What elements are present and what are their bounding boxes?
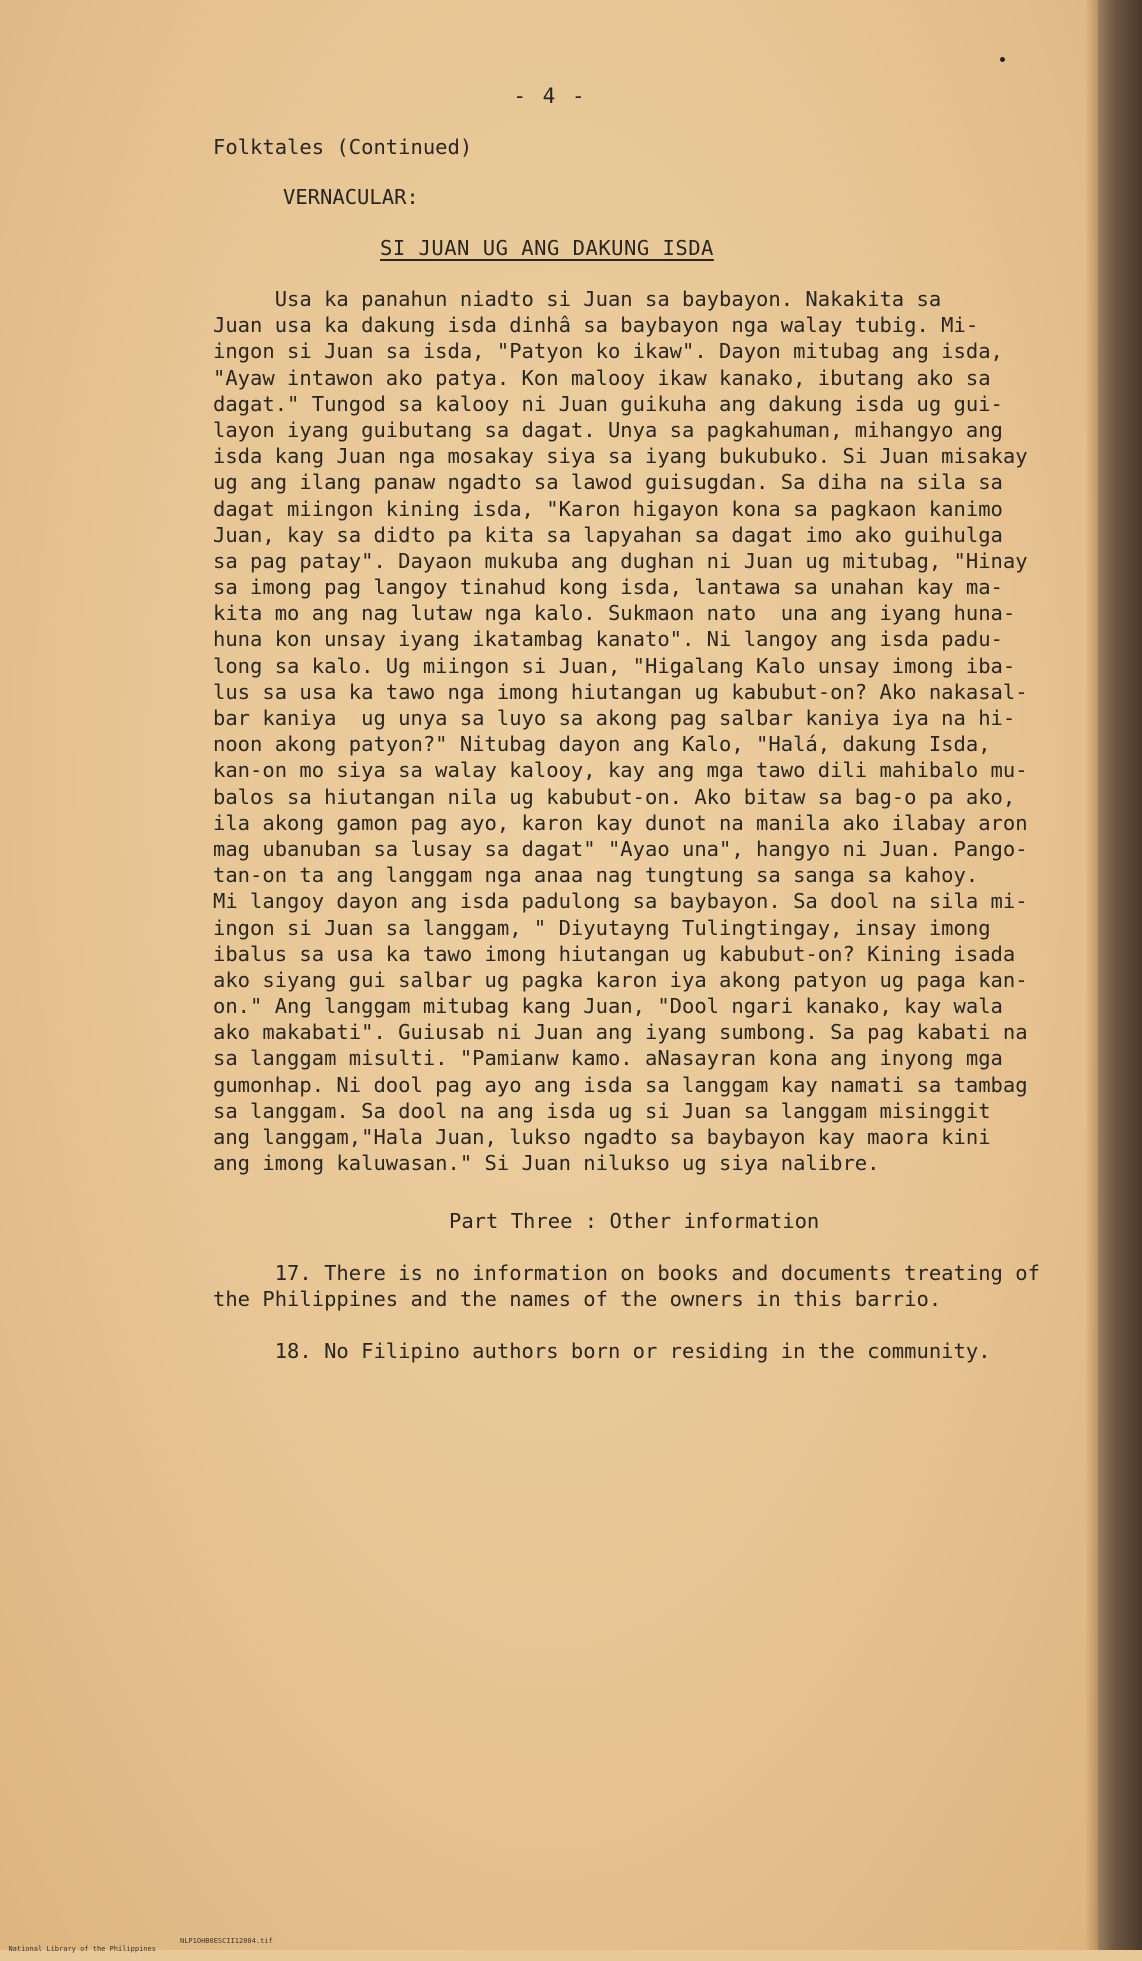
story-line: mag ubanuban sa lusay sa dagat" "Ayao una", hangyo ni Juan. Pango- [213,836,1028,861]
story-line: gumonhap. Ni dool pag ayo ang isda sa langgam kay namati sa tambag [213,1072,1028,1097]
story-line: ingon si Juan sa isda, "Patyon ko ikaw". Dayon mitubag ang isda, [213,339,1003,364]
story-line: tan-on ta ang langgam nga anaa nag tungtung sa sanga sa kahoy. [213,863,979,888]
story-line: ila akong gamon pag ayo, karon kay dunot na manila ako ilabay aron [213,810,1028,835]
story-line: long sa kalo. Ug miingon si Juan, "Higalang Kalo unsay imong iba- [213,653,1016,678]
info-item-17 [213,1260,1073,1312]
story-line: ibalus sa usa ka tawo imong hiutangan ug kabubut-on? Kining isada [213,941,1016,966]
story-title: SI JUAN UG ANG DAKUNG ISDA [380,236,714,260]
story-line: kita mo ang nag lutaw nga kalo. Sukmaon nato una ang iyang huna- [213,601,1016,626]
section-title: Folktales (Continued) [213,135,473,159]
story-line: Juan, kay sa didto pa kita sa lapyahan sa dagat imo ako guihulga [213,522,1003,547]
info-item-17-line: 17. There is no information on books and documents treating of [213,1261,1040,1285]
scan-edge [1098,0,1142,1950]
story-line: on." Ang langgam mitubag kang Juan, "Dool ngari kanako, kay wala [213,994,1003,1019]
ink-dot [1000,57,1005,62]
part-heading: Part Three : Other information [449,1209,820,1233]
footer-filename: NLP1OHB0ESCII12004.tif [180,1937,273,1945]
subheading: VERNACULAR: [283,185,419,209]
story-line: bar kaniya ug unya sa luyo sa akong pag salbar kaniya iya na hi- [213,706,1016,730]
story-line: sa pag patay". Dayaon mukuba ang dughan ni Juan ug mitubag, "Hinay [213,548,1028,573]
story-line: ingon si Juan sa langgam, " Diyutayng Tulingtingay, insay imong [213,915,991,940]
story-line: balos sa hiutangan nila ug kabubut-on. Ako bitaw sa bag-o pa ako, [213,784,1016,809]
story-line: sa langgam. Sa dool na ang isda ug si Juan sa langgam misinggit [213,1098,991,1123]
story-line: lus sa usa ka tawo nga imong hiutangan ug kabubut-on? Ako nakasal- [213,679,1028,704]
story-line: ang imong kaluwasan." Si Juan nilukso ug siya nalibre. [213,1151,880,1176]
story-line: Juan usa ka dakung isda dinhâ sa baybayon nga walay tubig. Mi- [213,313,979,338]
page-crease [1085,0,1098,1950]
story-line: Usa ka panahun niadto si Juan sa baybayon. Nakakita sa [213,287,942,311]
scan-footer [0,1937,273,1961]
story-line: dagat miingon kining isda, "Karon higayon kona sa pagkaon kanimo [213,496,1003,521]
story-line: layon iyang guibutang sa dagat. Unya sa pagkahuman, mihangyo ang [213,417,1003,442]
footer-source: National Library of the Philippines [8,1945,156,1953]
story-line: dagat." Tungod sa kalooy ni Juan guikuha ang dakung isda ug gui- [213,391,1003,416]
story-body [213,286,1053,1176]
story-line: Mi langoy dayon ang isda padulong sa baybayon. Sa dool na sila mi- [213,889,1028,914]
page-number: - 4 - [513,84,587,108]
info-item-18-line: 18. No Filipino authors born or residing in the community. [213,1339,991,1363]
story-line: isda kang Juan nga mosakay siya sa iyang bukubuko. Si Juan misakay [213,444,1028,469]
info-item-17-line: the Philippines and the names of the owners in this barrio. [213,1287,942,1311]
story-line: ako makabati". Guiusab ni Juan ang iyang sumbong. Sa pag kabati na [213,1020,1028,1045]
story-line: huna kon unsay iyang ikatambag kanato". Ni langoy ang isda padu- [213,627,1003,652]
story-line: noon akong patyon?" Nitubag dayon ang Kalo, "Halá, dakung Isda, [213,732,991,757]
story-line: ang langgam,"Hala Juan, lukso ngadto sa baybayon kay maora kini [213,1125,991,1149]
story-line: "Ayaw intawon ako patya. Kon malooy ikaw kanako, ibutang ako sa [213,365,991,390]
story-line: kan-on mo siya sa walay kalooy, kay ang mga tawo dili mahibalo mu- [213,758,1028,783]
story-line: sa langgam misulti. "Pamianw kamo. aNasayran kona ang inyong mga [213,1046,1003,1071]
info-item-18 [213,1338,1073,1364]
story-line: ug ang ilang panaw ngadto sa lawod guisugdan. Sa diha na sila sa [213,470,1003,495]
story-line: sa imong pag langoy tinahud kong isda, lantawa sa unahan kay ma- [213,575,1003,600]
story-line: ako siyang gui salbar ug pagka karon iya akong patyon ug paga kan- [213,967,1028,992]
